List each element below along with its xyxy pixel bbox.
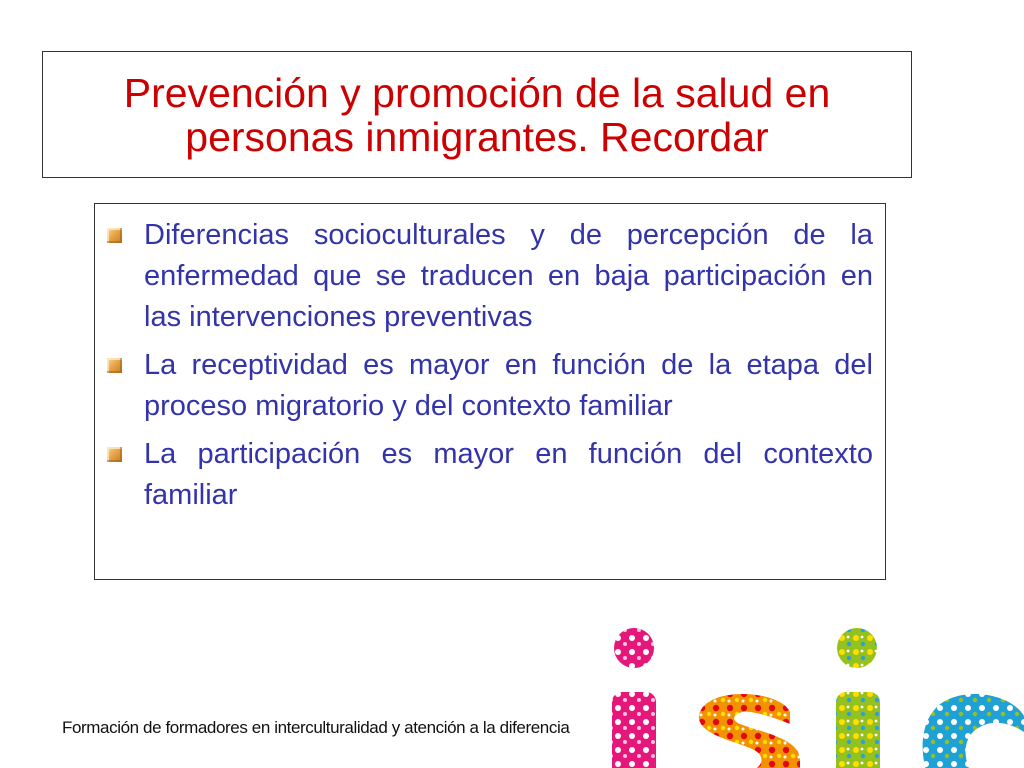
bullet-list	[107, 215, 873, 516]
slide-title-line-2: personas inmigrantes. Recordar	[185, 113, 769, 160]
bullet-text: La receptividad es mayor en función de la etapa del proceso migratorio y del contexto familiar	[144, 349, 873, 422]
bullet-item	[107, 345, 873, 427]
slide-title-line-1: Prevención y promoción de la salud en	[123, 69, 831, 116]
bullet-text: La participación es mayor en función del contexto familiar	[144, 438, 873, 511]
bullet-item	[107, 215, 873, 338]
colorful-isic-logo-icon	[600, 620, 1024, 768]
slide-title	[104, 71, 851, 159]
footer-text: Formación de formadores en interculturalidad y atención a la diferencia	[62, 718, 570, 737]
title-box	[42, 51, 912, 178]
square-bullet-icon	[107, 228, 122, 243]
bullet-text: Diferencias socioculturales y de percepción de la enfermedad que se traducen en baja participación en las intervenciones preventivas	[144, 219, 873, 333]
square-bullet-icon	[107, 447, 122, 462]
bullet-item	[107, 434, 873, 516]
content-box	[94, 203, 886, 580]
square-bullet-icon	[107, 358, 122, 373]
